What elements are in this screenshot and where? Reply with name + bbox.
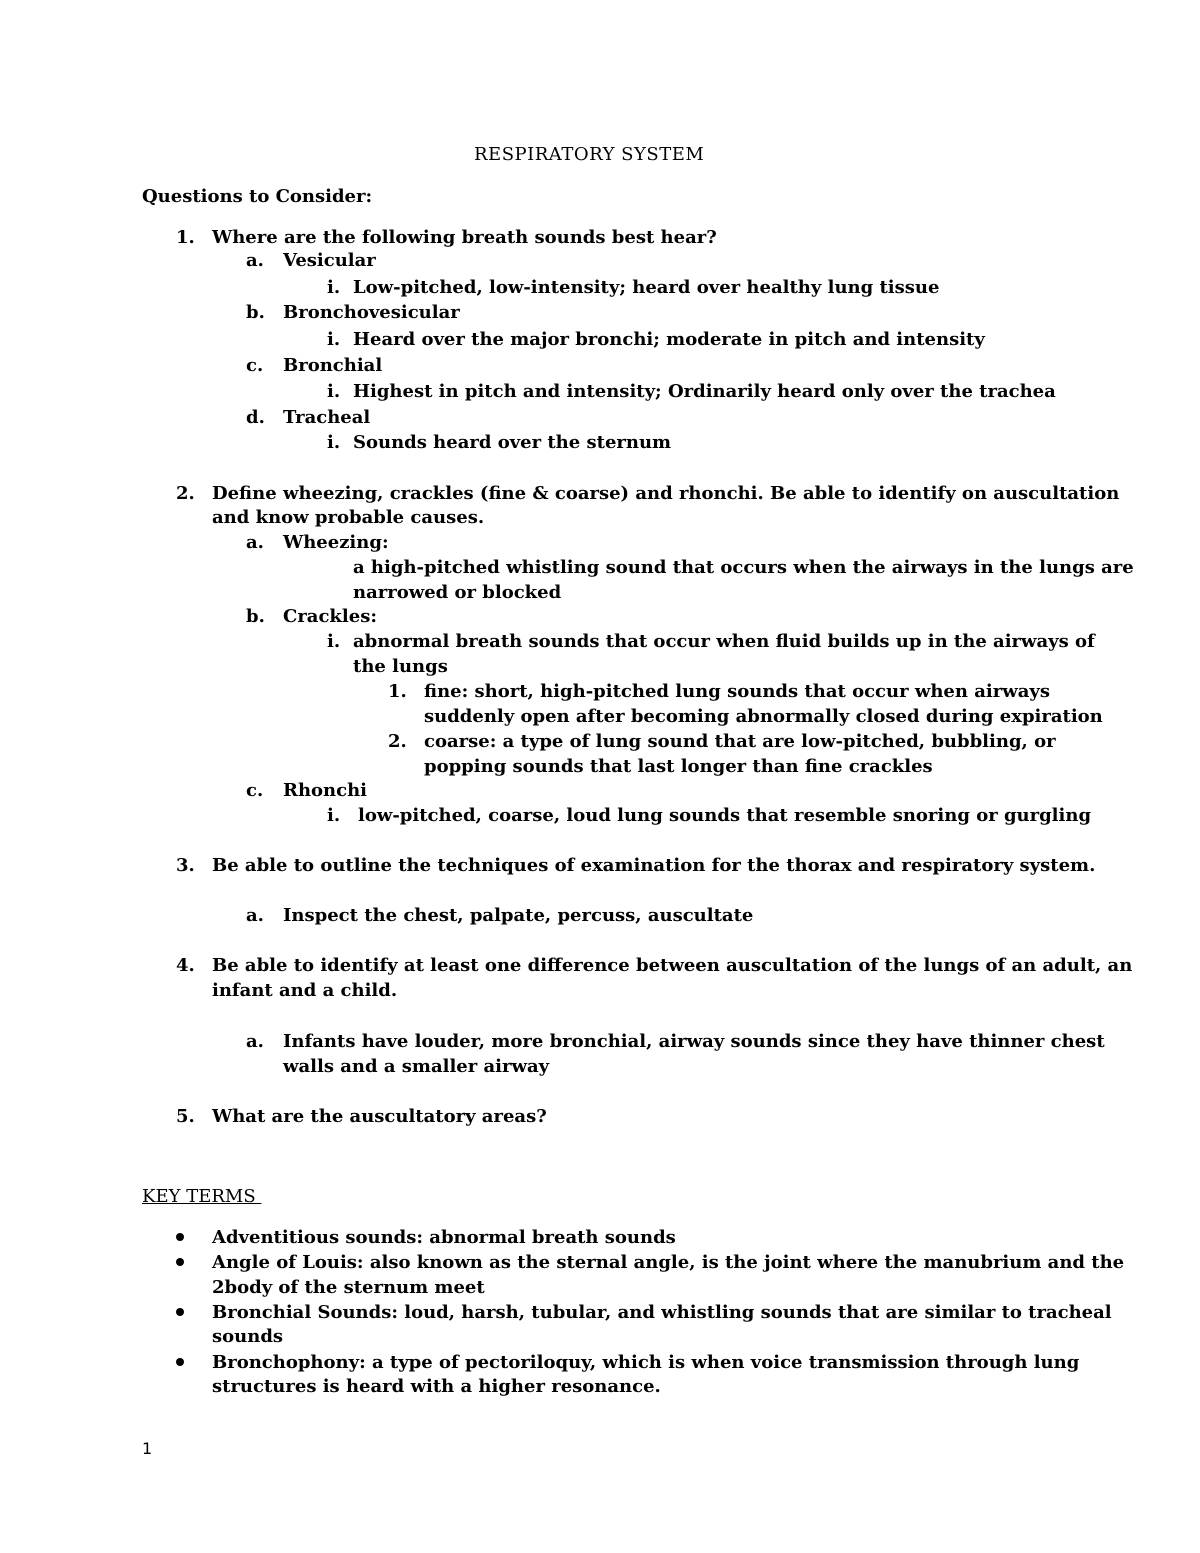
bullet-icon — [176, 1308, 184, 1316]
question-4-text-line-1: Be able to identify at least one difference between auscultation of the lungs of an adult, an — [212, 955, 1133, 976]
key-term-bronchial-sounds-line-2: sounds — [212, 1326, 284, 1347]
q1-a-label: a. — [246, 250, 264, 271]
q2-c-i-text: low-pitched, coarse, loud lung sounds that resemble snoring or gurgling — [358, 805, 1092, 826]
q2-a-text: Wheezing: — [283, 532, 389, 553]
q2-coarse-text-line-1: coarse: a type of lung sound that are low-pitched, bubbling, or — [424, 731, 1056, 752]
q4-a-text-line-1: Infants have louder, more bronchial, airway sounds since they have thinner chest — [283, 1031, 1105, 1052]
question-5-text: What are the auscultatory areas? — [212, 1106, 547, 1127]
q2-b-i-text-line-2: the lungs — [353, 656, 448, 677]
q1-c-text: Bronchial — [283, 355, 383, 376]
question-3-text: Be able to outline the techniques of examination for the thorax and respiratory system. — [212, 855, 1096, 876]
bullet-icon — [176, 1358, 184, 1366]
q2-b-label: b. — [246, 606, 265, 627]
key-term-angle-of-louis-line-1: Angle of Louis: also known as the sternal angle, is the joint where the manubrium and the — [212, 1252, 1125, 1273]
question-4-text-line-2: infant and a child. — [212, 980, 398, 1001]
question-2-number: 2. — [176, 483, 195, 504]
q1-a-i-label: i. — [327, 277, 341, 298]
q2-c-i-label: i. — [327, 805, 341, 826]
q1-d-i-label: i. — [327, 432, 341, 453]
q2-a-label: a. — [246, 532, 264, 553]
q1-b-label: b. — [246, 302, 265, 323]
page-number: 1 — [142, 1439, 153, 1458]
section-heading: Questions to Consider: — [142, 186, 373, 207]
question-1-number: 1. — [176, 227, 195, 248]
key-term-bronchophony-line-1: Bronchophony: a type of pectoriloquy, which is when voice transmission through lung — [212, 1352, 1080, 1373]
q4-a-label: a. — [246, 1031, 264, 1052]
q1-d-i-text: Sounds heard over the sternum — [353, 432, 672, 453]
q1-c-i-label: i. — [327, 381, 341, 402]
q1-c-label: c. — [246, 355, 264, 376]
q2-coarse-text-line-2: popping sounds that last longer than fine crackles — [424, 756, 933, 777]
q2-fine-text-line-2: suddenly open after becoming abnormally closed during expiration — [424, 706, 1103, 727]
q2-a-definition-line-2: narrowed or blocked — [353, 582, 562, 603]
q1-a-i-text: Low-pitched, low-intensity; heard over healthy lung tissue — [353, 277, 940, 298]
q1-d-label: d. — [246, 407, 265, 428]
bullet-icon — [176, 1233, 184, 1241]
q2-coarse-label: 2. — [388, 731, 407, 752]
q4-a-text-line-2: walls and a smaller airway — [283, 1056, 550, 1077]
q2-fine-label: 1. — [388, 681, 407, 702]
key-term-angle-of-louis-line-2: 2body of the sternum meet — [212, 1277, 485, 1298]
question-4-number: 4. — [176, 955, 195, 976]
q1-b-i-label: i. — [327, 329, 341, 350]
question-5-number: 5. — [176, 1106, 195, 1127]
question-1-text: Where are the following breath sounds best hear? — [212, 227, 717, 248]
q3-a-text: Inspect the chest, palpate, percuss, auscultate — [283, 905, 754, 926]
key-term-adventitious-sounds: Adventitious sounds: abnormal breath sounds — [212, 1227, 676, 1248]
q2-fine-text-line-1: fine: short, high-pitched lung sounds that occur when airways — [424, 681, 1050, 702]
q2-b-text: Crackles: — [283, 606, 377, 627]
q1-d-text: Tracheal — [283, 407, 371, 428]
key-term-bronchophony-line-2: structures is heard with a higher resonance. — [212, 1376, 661, 1397]
q3-a-label: a. — [246, 905, 264, 926]
q1-b-text: Bronchovesicular — [283, 302, 460, 323]
q2-b-i-label: i. — [327, 631, 341, 652]
q2-b-i-text-line-1: abnormal breath sounds that occur when fluid builds up in the airways of — [353, 631, 1095, 652]
q2-c-text: Rhonchi — [283, 780, 368, 801]
q2-c-label: c. — [246, 780, 264, 801]
q1-c-i-text: Highest in pitch and intensity; Ordinarily heard only over the trachea — [353, 381, 1056, 402]
question-2-text-line-1: Define wheezing, crackles (fine & coarse) and rhonchi. Be able to identify on auscultation — [212, 483, 1120, 504]
key-term-bronchial-sounds-line-1: Bronchial Sounds: loud, harsh, tubular, and whistling sounds that are similar to tracheal — [212, 1302, 1112, 1323]
bullet-icon — [176, 1258, 184, 1266]
question-2-text-line-2: and know probable causes. — [212, 507, 485, 528]
key-terms-heading: KEY TERMS — [142, 1186, 262, 1207]
q2-a-definition-line-1: a high-pitched whistling sound that occurs when the airways in the lungs are — [353, 557, 1134, 578]
page-title: RESPIRATORY SYSTEM — [474, 144, 705, 165]
question-3-number: 3. — [176, 855, 195, 876]
q1-a-text: Vesicular — [283, 250, 376, 271]
q1-b-i-text: Heard over the major bronchi; moderate in pitch and intensity — [353, 329, 985, 350]
